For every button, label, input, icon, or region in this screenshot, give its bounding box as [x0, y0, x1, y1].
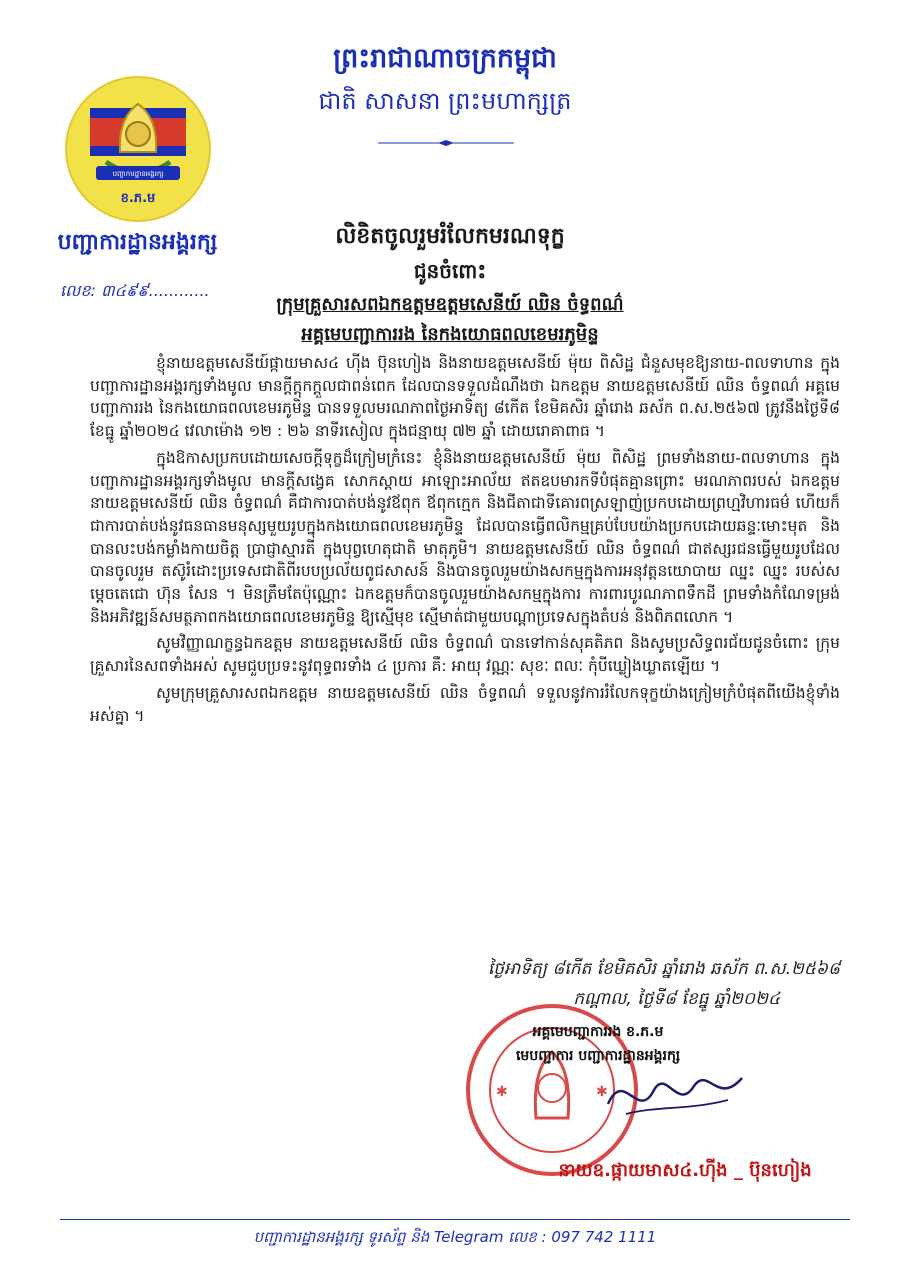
logo-caption-text: ខ.ភ.ម [120, 191, 156, 206]
signatory-title: អគ្គមេបញ្ជាការរង ខ.ភ.ម [532, 1024, 664, 1040]
reference-number: លេខ: ៣៤៩៩............ [60, 281, 210, 300]
kingdom-title: ព្រះរាជាណាចក្រកម្ពុជា [333, 43, 557, 74]
date-place: កណ្តាល, ថ្ងៃទី៨ ខែធ្នូ ឆ្នាំ២០២៤ [573, 989, 780, 1009]
logo-ribbon-text: បញ្ជាការដ្ឋានអង្គរក្ស [112, 170, 164, 178]
issuer-name: បញ្ជាការដ្ឋានអង្គរក្ស [57, 230, 218, 255]
recipient-line: អគ្គមេបញ្ជាការរង នៃកងយោធពលខេមរភូមិន្ទ [301, 324, 599, 345]
date-lunar: ថ្ងៃអាទិត្យ ៨កើត ខែមិគសិរ ឆ្នាំរោង ឆស័ក ព.ស.២៥៦៨ [487, 959, 840, 979]
letter-body [90, 352, 840, 731]
handwritten-signature [600, 1060, 750, 1130]
footer-contact: បញ្ជាការដ្ឋានអង្គរក្ស ទូរស័ព្ទ និង Telegram លេខ : 097 742 1111 [253, 1228, 657, 1246]
motto-divider [378, 140, 514, 146]
body-paragraph: សូមវិញ្ញាណក្ខន្ធឯកឧត្តម នាយឧត្តមសេនីយ៍ ឈិន ចំទ្ធពណ៌ បានទៅកាន់សុគតិភព និងសូមប្រសិទ្ធពរជ័យជូនចំពោះ ក្រុមគ្រួសារនៃសពទាំងអស់ សូមជួបប្រទះនូវពុទ្ធពរទាំង ៤ ប្រការ គឺ: អាយុ វណ្ណៈ សុខៈ ពលៈ កុំបីឃ្លៀងឃ្លាតឡើយ ។ [90, 634, 840, 676]
svg-text:✱: ✱ [596, 1084, 608, 1100]
signatory-title: មេបញ្ជាការ បញ្ជាការដ្ឋានអង្គរក្ស [515, 1048, 680, 1064]
recipient-line: ក្រុមគ្រួសារសពឯកឧត្តមឧត្តមសេនីយ៍ ឈិន ចំទ្ធពណ៌ [276, 294, 624, 315]
svg-text:✱: ✱ [496, 1084, 508, 1100]
body-paragraph: ខ្ញុំនាយឧត្តមសេនីយ៍ផ្កាយមាស៤ ហ៊ីង ប៊ុនហៀង និងនាយឧត្តមសេនីយ៍ ម៉ុយ ពិសិដ្ឋ ជំនួសមុខឱ្យនាយ-ពលទាហាន ក្នុងបញ្ជាការដ្ឋានអង្គរក្សទាំងមូល មានក្តីក្តុកក្តួលជាពន់ពេក ដែលបានទទួលដំណឹងថា ឯកឧត្តម នាយឧត្តមសេនីយ៍ ឈិន ចំទ្ធពណ៌ អគ្គមេបញ្ជាការរង នៃកងយោធពលខេមរភូមិន្ទ បានទទួលមរណភាពថ្ងៃអាទិត្យ ៨កើត ខែមិគសិរ ឆ្នាំរោង ឆស័ក ព.ស.២៥៦៧ ត្រូវនឹងថ្ងៃទី៨ ខែធ្នូ ឆ្នាំ២០២៤ វេលាម៉ោង ១២ : ២៦ នាទីរសៀល ក្នុងជន្មាយុ ៧២ ឆ្នាំ ដោយរោគាពាធ ។ [90, 354, 840, 441]
emblem-logo [62, 74, 214, 224]
footer-divider [60, 1219, 850, 1220]
kingdom-motto: ជាតិ សាសនា ព្រះមហាក្សត្រ [318, 87, 572, 115]
document-title: លិខិតចូលរួមរំលែកមរណទុក្ខ [335, 224, 565, 249]
addressed-to: ជូនចំពោះ [413, 259, 487, 283]
signer-name: នាយឧ.ផ្កាយមាស៤.ហ៊ីង _ ប៊ុនហៀង [558, 1160, 812, 1181]
body-paragraph: សូមក្រុមគ្រួសារសពឯកឧត្តម នាយឧត្តមសេនីយ៍ ឈិន ចំទ្ធពណ៌ ទទួលនូវការរំលែកទុក្ខយ៉ាងក្រៀមក្រំបំផុតពីយើងខ្ញុំទាំងអស់គ្នា ។ [90, 683, 840, 725]
body-paragraph: ក្នុងឱកាសប្រកបដោយសេចក្តីទុក្ខដ៏ក្រៀមក្រំនេះ ខ្ញុំនិងនាយឧត្តមសេនីយ៍ ម៉ុយ ពិសិដ្ឋ ព្រមទាំងនាយ-ពលទាហាន ក្នុងបញ្ជាការដ្ឋានអង្គរក្សទាំងមូល មានក្តីសង្វេគ សោកស្តាយ អាឡោះអាល័យ ឥតឧបមារកទីបំផុតគ្មានព្រោះ មរណភាពរបស់ ឯកឧត្តម នាយឧត្តមសេនីយ៍ ឈិន ចំទ្ធពណ៌ គឺជាការបាត់បង់នូវឪពុក ឪពុកក្មេក និងជីតាជាទីគោរពស្រឡាញ់ប្រកបដោយព្រហ្មវិហារធម៌ ហើយក៏ជាការបាត់បង់នូវធនធានមនុស្សមួយរូបក្នុងកងយោធពលខេមរភូមិន្ទ ដែលបានធ្វើពលិកម្មគ្រប់បែបយ៉ាងប្រកបដោយឆន្ទៈមោះមុត និងបានលះបង់កម្លាំងកាយចិត្ត ប្រាជ្ញាស្មារតី ក្នុងបុព្វហេតុជាតិ មាតុភូមិ។ នាយឧត្តមសេនីយ៍ ឈិន ចំទ្ធពណ៌ ជាឥស្សរជនធ្វើមួយរូបដែលបានចូលរួម តស៊ូរំដោះប្រទេសជាតិពីរបបប្រល័យពូជសាសន៍ និងបានចូលរួមយ៉ាងសកម្មក្នុងការអនុវត្តនយោបាយ ឈ្នះ ឈ្នះ របស់សម្តេចតេជោ ហ៊ុន សែន ។ មិនត្រឹមតែប៉ុណ្ណោះ ឯកឧត្តមក៏បានចូលរួមយ៉ាងសកម្មក្នុងការ ការពារបូរណភាពទឹកដី ព្រមទាំងកំណែទម្រង់និងអភិវឌ្ឍន៍សមត្ថភាពកងយោធពលខេមរភូមិន្ទ ឱ្យស្មើមុខ ស្មើមាត់ជាមួយបណ្តាប្រទេសក្នុងតំបន់ និងពិភពលោក ។ [90, 448, 840, 626]
